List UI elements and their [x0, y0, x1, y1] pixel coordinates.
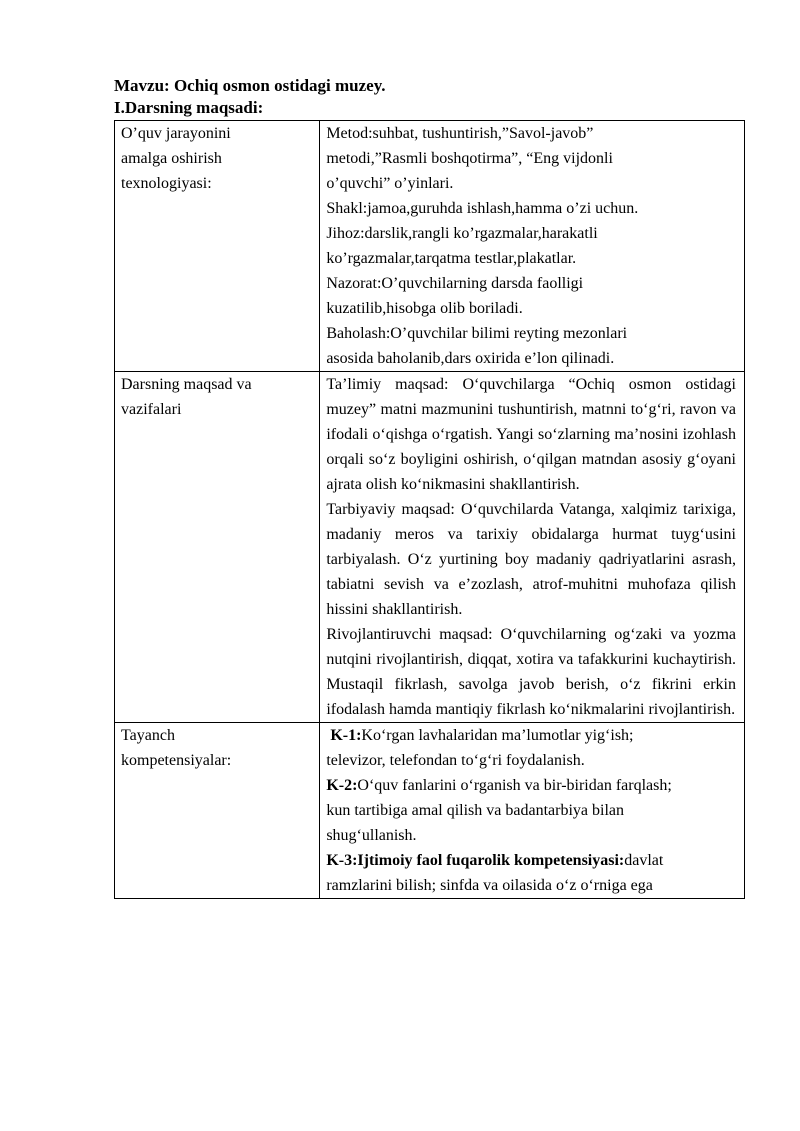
educational-goal: Ta’limiy maqsad: O‘quvchilarga “Ochiq osmon ostidagi muzey” matni mazmunini tushuntirish, matnni to‘g‘ri, ravon va ifodali o‘qishga o‘rgatish. Yangi so‘zlarning ma’nosini izohlash orqali so‘z boyligini oshirish, o‘qilgan matndan asosiy g‘oyani ajrata olish ko‘nikmasini shakllantirish.: [326, 376, 736, 493]
technology-line: Nazorat:O’quvchilarning darsda faolligi: [326, 275, 584, 292]
technology-label-line: amalga oshirish: [121, 150, 222, 167]
competencies-label-line: kompetensiyalar:: [121, 752, 232, 769]
document-page: [114, 75, 746, 899]
technology-label-cell: [115, 121, 320, 372]
technology-line: Shakl:jamoa,guruhda ishlash,hamma o’zi uchun.: [326, 200, 639, 217]
k2-line: [326, 773, 736, 798]
technology-line: kuzatilib,hisobga olib boriladi.: [326, 300, 523, 317]
competencies-content-cell: [320, 723, 745, 899]
k1-text: Ko‘rgan lavhalaridan ma’lumotlar yig‘ish;: [361, 727, 634, 744]
developmental-goal: Rivojlantiruvchi maqsad: O‘quvchilarning og‘zaki va yozma nutqini rivojlantirish, diqqat, xotira va tafakkurini kuchaytirish. Mustaqil fikrlash, savolga javob berish, o‘z fikrini erkin ifodalash hamda mantiqiy fikrlash ko‘nikmalarini rivojlantirish.: [326, 626, 736, 718]
table-row-technology: [115, 121, 745, 372]
technology-line: Baholash:O’quvchilar bilimi reyting mezonlari: [326, 325, 628, 342]
goals-label-cell: [115, 372, 320, 723]
technology-line: ko’rgazmalar,tarqatma testlar,plakatlar.: [326, 250, 577, 267]
technology-line: asosida baholanib,dars oxirida e’lon qilinadi.: [326, 350, 615, 367]
lesson-topic: Mavzu: Ochiq osmon ostidagi muzey.: [114, 76, 386, 95]
technology-label-line: texnologiyasi:: [121, 175, 212, 192]
k2-text-cont: shug‘ullanish.: [326, 827, 417, 844]
table-row-competencies: [115, 723, 745, 899]
technology-line: Jihoz:darslik,rangli ko’rgazmalar,harakatli: [326, 225, 598, 242]
goals-content-cell: [320, 372, 745, 723]
section-title: I.Darsning maqsadi:: [114, 98, 264, 117]
k3-text-cont: ramzlarini bilish; sinfda va oilasida o‘z o‘rniga ega: [326, 877, 653, 894]
lesson-plan-table: [114, 120, 745, 899]
k3-text: davlat: [624, 852, 664, 869]
technology-label-line: O’quv jarayonini: [121, 125, 231, 142]
k1-label: K-1:: [330, 727, 362, 744]
technology-line: metodi,”Rasmli boshqotirma”, “Eng vijdonli: [326, 150, 613, 167]
k1-line: [326, 723, 736, 748]
k3-label: K-3:Ijtimoiy faol fuqarolik kompetensiyasi:: [326, 852, 625, 869]
competencies-label-cell: [115, 723, 320, 899]
k2-text: O‘quv fanlarini o‘rganish va bir-biridan farqlash;: [357, 777, 672, 794]
k1-text-cont: televizor, telefondan to‘g‘ri foydalanish.: [326, 752, 585, 769]
upbringing-goal: Tarbiyaviy maqsad: O‘quvchilarda Vatanga, xalqimiz tarixiga, madaniy meros va tarixiy obidalarga hurmat tuyg‘usini tarbiyalash. O‘z yurtining boy madaniy qadriyatlarini asrash, tabiatni sevish va e’zozlash, atrof-muhitni muhofaza qilish hissini shakllantirish.: [326, 501, 736, 618]
k2-text-cont: kun tartibiga amal qilish va badantarbiya bilan: [326, 802, 624, 819]
goals-label-line: vazifalari: [121, 401, 182, 418]
k3-line: [326, 848, 736, 873]
goals-label-line: Darsning maqsad va: [121, 376, 252, 393]
technology-content-cell: [320, 121, 745, 372]
k2-label: K-2:: [326, 777, 358, 794]
table-row-goals: [115, 372, 745, 723]
technology-line: Metod:suhbat, tushuntirish,”Savol-javob”: [326, 125, 594, 142]
competencies-label-line: Tayanch: [121, 727, 175, 744]
technology-line: o’quvchi” o’yinlari.: [326, 175, 454, 192]
